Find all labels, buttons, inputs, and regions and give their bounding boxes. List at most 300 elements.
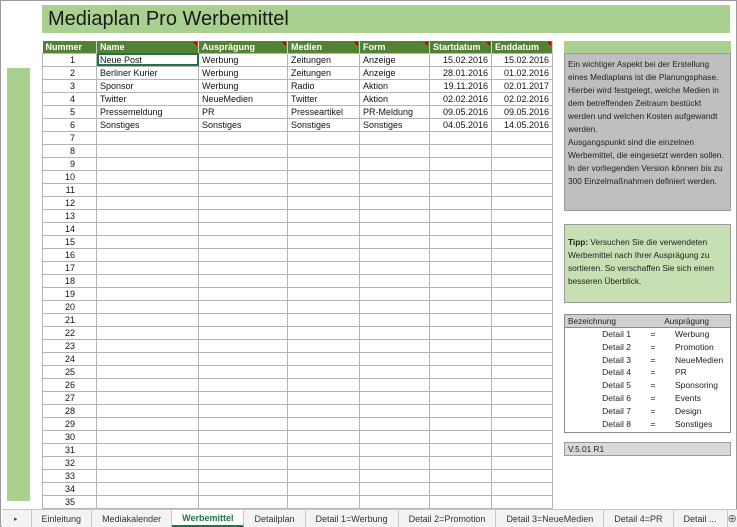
cell-nr[interactable]: 2 <box>43 66 97 79</box>
cell-medien[interactable] <box>288 469 360 482</box>
cell-medien[interactable] <box>288 144 360 157</box>
cell-start[interactable] <box>430 170 492 183</box>
cell-start[interactable]: 04.05.2016 <box>430 118 492 131</box>
table-row <box>43 495 553 508</box>
cell-auspraegung[interactable] <box>199 352 288 365</box>
cell-start[interactable] <box>430 274 492 287</box>
cell-name[interactable] <box>97 157 199 170</box>
legend-key: Detail 3 <box>602 354 631 365</box>
cell-auspraegung[interactable] <box>199 391 288 404</box>
cell-start[interactable] <box>430 339 492 352</box>
cell-medien[interactable] <box>288 222 360 235</box>
cell-nr[interactable]: 1 <box>43 53 97 66</box>
cell-form[interactable] <box>360 430 430 443</box>
cell-medien[interactable] <box>288 365 360 378</box>
table-row <box>43 313 553 326</box>
cell-end[interactable] <box>492 235 553 248</box>
cell-nr[interactable]: 21 <box>43 313 97 326</box>
cell-name[interactable] <box>97 443 199 456</box>
cell-end[interactable] <box>492 326 553 339</box>
cell-end[interactable] <box>492 417 553 430</box>
cell-end[interactable] <box>492 482 553 495</box>
cell-form[interactable] <box>360 378 430 391</box>
cell-nr[interactable]: 35 <box>43 495 97 508</box>
cell-start[interactable] <box>430 131 492 144</box>
cell-name[interactable] <box>97 131 199 144</box>
cell-name[interactable] <box>97 235 199 248</box>
table-row <box>43 235 553 248</box>
cell-nr[interactable]: 27 <box>43 391 97 404</box>
cell-form[interactable]: Sonstiges <box>360 118 430 131</box>
cell-medien[interactable] <box>288 495 360 508</box>
cell-end[interactable] <box>492 170 553 183</box>
sheet-tab-detail[interactable]: Detail ... <box>674 510 728 527</box>
cell-form[interactable] <box>360 261 430 274</box>
info-text-2: Ausgangspunkt sind die einzelnen Werbemittel, die eingesetzt werden sollen. In der vorliegenden Version können bis zu 300 Einzelmaßnahmen definiert werden. <box>568 137 724 186</box>
cell-start[interactable]: 02.02.2016 <box>430 92 492 105</box>
cell-nr[interactable]: 8 <box>43 144 97 157</box>
cell-name[interactable] <box>97 261 199 274</box>
cell-start[interactable] <box>430 144 492 157</box>
cell-name[interactable] <box>97 430 199 443</box>
cell-end[interactable] <box>492 469 553 482</box>
cell-medien[interactable]: Zeitungen <box>288 66 360 79</box>
werbemittel-table <box>42 41 552 509</box>
cell-end[interactable]: 02.02.2016 <box>492 92 553 105</box>
cell-auspraegung[interactable] <box>199 144 288 157</box>
column-header-label: Name <box>100 41 125 52</box>
cell-form[interactable] <box>360 391 430 404</box>
cell-name[interactable] <box>97 378 199 391</box>
cell-name[interactable] <box>97 495 199 508</box>
cell-end[interactable] <box>492 339 553 352</box>
cell-end[interactable]: 01.02.2016 <box>492 66 553 79</box>
cell-medien[interactable] <box>288 443 360 456</box>
cell-start[interactable] <box>430 365 492 378</box>
cell-form[interactable] <box>360 339 430 352</box>
sheet-tab-einleitung[interactable]: Einleitung <box>31 510 93 527</box>
cell-auspraegung[interactable] <box>199 235 288 248</box>
cell-name[interactable] <box>97 469 199 482</box>
cell-start[interactable] <box>430 482 492 495</box>
legend-equals: = <box>650 354 656 365</box>
cell-medien[interactable] <box>288 170 360 183</box>
column-header-startdatum[interactable] <box>430 41 492 53</box>
cell-nr[interactable]: 12 <box>43 196 97 209</box>
cell-end[interactable] <box>492 157 553 170</box>
column-header-nummer[interactable] <box>43 41 97 53</box>
cell-name[interactable] <box>97 404 199 417</box>
cell-auspraegung[interactable] <box>199 131 288 144</box>
cell-start[interactable] <box>430 157 492 170</box>
cell-nr[interactable]: 13 <box>43 209 97 222</box>
cell-end[interactable] <box>492 261 553 274</box>
cell-medien[interactable] <box>288 261 360 274</box>
legend-row <box>565 328 730 341</box>
left-decor-bar <box>7 68 30 501</box>
cell-form[interactable] <box>360 196 430 209</box>
cell-start[interactable] <box>430 300 492 313</box>
cell-auspraegung[interactable] <box>199 313 288 326</box>
cell-nr[interactable]: 34 <box>43 482 97 495</box>
cell-auspraegung[interactable] <box>199 443 288 456</box>
cell-name[interactable] <box>97 183 199 196</box>
legend-equals: = <box>650 329 656 339</box>
cell-auspraegung[interactable] <box>199 482 288 495</box>
cell-end[interactable] <box>492 391 553 404</box>
cell-auspraegung[interactable] <box>199 326 288 339</box>
cell-start[interactable]: 19.11.2016 <box>430 79 492 92</box>
cell-start[interactable] <box>430 469 492 482</box>
cell-form[interactable] <box>360 326 430 339</box>
cell-nr[interactable]: 22 <box>43 326 97 339</box>
cell-nr[interactable]: 6 <box>43 118 97 131</box>
cell-form[interactable] <box>360 274 430 287</box>
cell-nr[interactable]: 32 <box>43 456 97 469</box>
table-row <box>43 144 553 157</box>
cell-end[interactable] <box>492 248 553 261</box>
cell-end[interactable] <box>492 378 553 391</box>
cell-start[interactable] <box>430 391 492 404</box>
cell-end[interactable] <box>492 287 553 300</box>
cell-auspraegung[interactable] <box>199 300 288 313</box>
cell-form[interactable] <box>360 170 430 183</box>
cell-name[interactable]: Twitter <box>97 92 199 105</box>
cell-medien[interactable] <box>288 196 360 209</box>
cell-nr[interactable]: 25 <box>43 365 97 378</box>
cell-auspraegung[interactable] <box>199 183 288 196</box>
cell-form[interactable] <box>360 248 430 261</box>
cell-name[interactable] <box>97 391 199 404</box>
cell-medien[interactable]: Presseartikel <box>288 105 360 118</box>
cell-end[interactable]: 02.01.2017 <box>492 79 553 92</box>
column-header-name[interactable] <box>97 41 199 53</box>
legend-row <box>565 341 730 354</box>
cell-nr[interactable]: 10 <box>43 170 97 183</box>
cell-name[interactable]: Berliner Kurier <box>97 66 199 79</box>
cell-form[interactable]: PR-Meldung <box>360 105 430 118</box>
cell-auspraegung[interactable]: NeueMedien <box>199 92 288 105</box>
cell-end[interactable]: 09.05.2016 <box>492 105 553 118</box>
cell-medien[interactable] <box>288 326 360 339</box>
cell-form[interactable] <box>360 365 430 378</box>
table-row <box>43 443 553 456</box>
filter-marker-icon <box>282 42 286 46</box>
cell-medien[interactable] <box>288 183 360 196</box>
cell-name[interactable]: Pressemeldung <box>97 105 199 118</box>
cell-end[interactable] <box>492 209 553 222</box>
cell-nr[interactable]: 29 <box>43 417 97 430</box>
cell-auspraegung[interactable] <box>199 378 288 391</box>
sheet-tab-detail-1-werbung[interactable]: Detail 1=Werbung <box>306 510 399 527</box>
cell-form[interactable] <box>360 469 430 482</box>
cell-nr[interactable]: 3 <box>43 79 97 92</box>
table-row <box>43 469 553 482</box>
cell-name[interactable] <box>97 326 199 339</box>
cell-name[interactable] <box>97 170 199 183</box>
cell-auspraegung[interactable] <box>199 430 288 443</box>
cell-auspraegung[interactable]: Werbung <box>199 79 288 92</box>
cell-medien[interactable] <box>288 274 360 287</box>
cell-form[interactable] <box>360 235 430 248</box>
cell-auspraegung[interactable]: Sonstiges <box>199 118 288 131</box>
cell-end[interactable] <box>492 144 553 157</box>
cell-name[interactable] <box>97 274 199 287</box>
sheet-tab-detail-4-pr[interactable]: Detail 4=PR <box>604 510 673 527</box>
cell-name[interactable] <box>97 482 199 495</box>
cell-form[interactable] <box>360 131 430 144</box>
cell-start[interactable] <box>430 196 492 209</box>
table-row <box>43 326 553 339</box>
table-row <box>43 157 553 170</box>
legend-value: Sonstiges <box>675 418 713 429</box>
sheet-tab-werbemittel[interactable]: Werbemittel <box>172 510 244 527</box>
cell-nr[interactable]: 7 <box>43 131 97 144</box>
cell-auspraegung[interactable] <box>199 365 288 378</box>
cell-name[interactable] <box>97 209 199 222</box>
cell-form[interactable] <box>360 222 430 235</box>
cell-form[interactable]: Anzeige <box>360 66 430 79</box>
cell-name[interactable] <box>97 365 199 378</box>
cell-nr[interactable]: 33 <box>43 469 97 482</box>
column-header-enddatum[interactable] <box>492 41 553 53</box>
tip-label: Tipp: <box>568 237 589 247</box>
cell-form[interactable] <box>360 404 430 417</box>
cell-auspraegung[interactable] <box>199 248 288 261</box>
cell-form[interactable] <box>360 183 430 196</box>
cell-nr[interactable]: 18 <box>43 274 97 287</box>
cell-nr[interactable]: 26 <box>43 378 97 391</box>
cell-nr[interactable]: 5 <box>43 105 97 118</box>
title-banner <box>42 5 730 33</box>
cell-form[interactable] <box>360 482 430 495</box>
legend-value: Events <box>675 392 701 403</box>
sheet-tab-detail-2-promotion[interactable]: Detail 2=Promotion <box>399 510 497 527</box>
cell-medien[interactable] <box>288 417 360 430</box>
cell-end[interactable] <box>492 430 553 443</box>
cell-medien[interactable]: Sonstiges <box>288 118 360 131</box>
cell-nr[interactable]: 4 <box>43 92 97 105</box>
cell-start[interactable] <box>430 443 492 456</box>
cell-medien[interactable] <box>288 391 360 404</box>
legend-value: NeueMedien <box>675 354 724 365</box>
table-row <box>43 352 553 365</box>
cell-name[interactable] <box>97 313 199 326</box>
cell-form[interactable] <box>360 456 430 469</box>
cell-start[interactable] <box>430 209 492 222</box>
cell-name[interactable] <box>97 300 199 313</box>
cell-start[interactable] <box>430 456 492 469</box>
cell-nr[interactable]: 20 <box>43 300 97 313</box>
cell-form[interactable] <box>360 209 430 222</box>
cell-medien[interactable] <box>288 378 360 391</box>
cell-auspraegung[interactable] <box>199 261 288 274</box>
legend-equals: = <box>650 341 656 352</box>
cell-end[interactable] <box>492 274 553 287</box>
cell-auspraegung[interactable] <box>199 274 288 287</box>
cell-form[interactable]: Aktion <box>360 79 430 92</box>
cell-nr[interactable]: 17 <box>43 261 97 274</box>
table-row <box>43 170 553 183</box>
cell-medien[interactable]: Zeitungen <box>288 53 360 66</box>
cell-start[interactable] <box>430 495 492 508</box>
cell-form[interactable] <box>360 352 430 365</box>
cell-nr[interactable]: 14 <box>43 222 97 235</box>
cell-auspraegung[interactable] <box>199 157 288 170</box>
cell-auspraegung[interactable]: PR <box>199 105 288 118</box>
cell-end[interactable] <box>492 131 553 144</box>
cell-name[interactable] <box>97 339 199 352</box>
cell-start[interactable] <box>430 352 492 365</box>
cell-name[interactable] <box>97 417 199 430</box>
cell-name[interactable]: Neue Post <box>97 53 199 66</box>
cell-medien[interactable] <box>288 404 360 417</box>
cell-start[interactable]: 09.05.2016 <box>430 105 492 118</box>
legend-equals: = <box>650 418 656 429</box>
cell-form[interactable]: Anzeige <box>360 53 430 66</box>
cell-medien[interactable] <box>288 235 360 248</box>
table-row <box>43 391 553 404</box>
cell-nr[interactable]: 28 <box>43 404 97 417</box>
cell-form[interactable] <box>360 300 430 313</box>
cell-medien[interactable] <box>288 157 360 170</box>
cell-medien[interactable] <box>288 300 360 313</box>
tab-scroll-right-icon[interactable]: ▸ <box>14 515 18 523</box>
sheet-tab-detail-3-neuemedien[interactable]: Detail 3=NeueMedien <box>496 510 604 527</box>
cell-end[interactable] <box>492 365 553 378</box>
cell-auspraegung[interactable]: Werbung <box>199 53 288 66</box>
cell-start[interactable] <box>430 404 492 417</box>
cell-name[interactable] <box>97 144 199 157</box>
cell-nr[interactable]: 11 <box>43 183 97 196</box>
cell-medien[interactable] <box>288 430 360 443</box>
cell-start[interactable] <box>430 430 492 443</box>
legend-equals: = <box>650 392 656 403</box>
cell-auspraegung[interactable] <box>199 170 288 183</box>
cell-form[interactable] <box>360 417 430 430</box>
column-header-medien[interactable] <box>288 41 360 53</box>
cell-auspraegung[interactable] <box>199 417 288 430</box>
info-text-1: Ein wichtiger Aspekt bei der Erstellung eines Mediaplans ist die Planungsphase. Hierbei wird festgelegt, welche Medien in dem betreffenden Zeitraum bestückt werden und welchen Kosten aufgewandt werden. <box>568 59 719 134</box>
cell-start[interactable]: 28.01.2016 <box>430 66 492 79</box>
cell-nr[interactable]: 15 <box>43 235 97 248</box>
legend-key: Detail 6 <box>602 392 631 403</box>
cell-auspraegung[interactable] <box>199 404 288 417</box>
cell-form[interactable] <box>360 144 430 157</box>
cell-auspraegung[interactable] <box>199 222 288 235</box>
cell-medien[interactable] <box>288 339 360 352</box>
cell-medien[interactable] <box>288 482 360 495</box>
cell-medien[interactable]: Radio <box>288 79 360 92</box>
cell-form[interactable] <box>360 495 430 508</box>
cell-start[interactable] <box>430 287 492 300</box>
cell-nr[interactable]: 9 <box>43 157 97 170</box>
cell-end[interactable] <box>492 222 553 235</box>
cell-auspraegung[interactable] <box>199 469 288 482</box>
cell-auspraegung[interactable] <box>199 456 288 469</box>
column-header-label: Enddatum <box>495 41 539 52</box>
cell-name[interactable] <box>97 287 199 300</box>
cell-auspraegung[interactable] <box>199 495 288 508</box>
cell-end[interactable]: 14.05.2016 <box>492 118 553 131</box>
cell-medien[interactable] <box>288 456 360 469</box>
cell-start[interactable] <box>430 222 492 235</box>
cell-end[interactable] <box>492 352 553 365</box>
cell-name[interactable] <box>97 456 199 469</box>
cell-start[interactable]: 15.02.2016 <box>430 53 492 66</box>
cell-end[interactable]: 15.02.2016 <box>492 53 553 66</box>
cell-medien[interactable] <box>288 313 360 326</box>
cell-form[interactable] <box>360 313 430 326</box>
cell-form[interactable] <box>360 157 430 170</box>
cell-form[interactable] <box>360 443 430 456</box>
cell-nr[interactable]: 30 <box>43 430 97 443</box>
table-row <box>43 339 553 352</box>
cell-end[interactable] <box>492 443 553 456</box>
cell-start[interactable] <box>430 261 492 274</box>
cell-medien[interactable] <box>288 352 360 365</box>
cell-name[interactable] <box>97 196 199 209</box>
table-row <box>43 456 553 469</box>
sheet-tab-detailplan[interactable]: Detailplan <box>244 510 305 527</box>
cell-name[interactable] <box>97 248 199 261</box>
cell-medien[interactable] <box>288 209 360 222</box>
cell-auspraegung[interactable]: Werbung <box>199 66 288 79</box>
cell-medien[interactable] <box>288 287 360 300</box>
cell-end[interactable] <box>492 404 553 417</box>
cell-end[interactable] <box>492 313 553 326</box>
add-sheet-icon[interactable]: ⊕ <box>727 513 737 525</box>
column-header-form[interactable] <box>360 41 430 53</box>
cell-form[interactable]: Aktion <box>360 92 430 105</box>
cell-auspraegung[interactable] <box>199 287 288 300</box>
cell-medien[interactable] <box>288 248 360 261</box>
cell-nr[interactable]: 31 <box>43 443 97 456</box>
cell-start[interactable] <box>430 235 492 248</box>
cell-start[interactable] <box>430 326 492 339</box>
sheet-tab-mediakalender[interactable]: Mediakalender <box>92 510 172 527</box>
cell-start[interactable] <box>430 313 492 326</box>
cell-end[interactable] <box>492 196 553 209</box>
cell-medien[interactable] <box>288 131 360 144</box>
cell-end[interactable] <box>492 300 553 313</box>
table-row <box>43 261 553 274</box>
cell-start[interactable] <box>430 248 492 261</box>
column-header-ausprägung[interactable] <box>199 41 288 53</box>
cell-auspraegung[interactable] <box>199 209 288 222</box>
cell-nr[interactable]: 19 <box>43 287 97 300</box>
cell-auspraegung[interactable] <box>199 196 288 209</box>
cell-end[interactable] <box>492 495 553 508</box>
cell-name[interactable]: Sonstiges <box>97 118 199 131</box>
cell-start[interactable] <box>430 378 492 391</box>
cell-form[interactable] <box>360 287 430 300</box>
cell-start[interactable] <box>430 183 492 196</box>
legend-value: Werbung <box>675 329 710 339</box>
filter-marker-icon <box>193 42 197 46</box>
cell-nr[interactable]: 16 <box>43 248 97 261</box>
cell-name[interactable] <box>97 352 199 365</box>
cell-name[interactable]: Sponsor <box>97 79 199 92</box>
cell-start[interactable] <box>430 417 492 430</box>
cell-end[interactable] <box>492 183 553 196</box>
cell-end[interactable] <box>492 456 553 469</box>
cell-nr[interactable]: 23 <box>43 339 97 352</box>
cell-nr[interactable]: 24 <box>43 352 97 365</box>
cell-name[interactable] <box>97 222 199 235</box>
cell-auspraegung[interactable] <box>199 339 288 352</box>
cell-medien[interactable]: Twitter <box>288 92 360 105</box>
